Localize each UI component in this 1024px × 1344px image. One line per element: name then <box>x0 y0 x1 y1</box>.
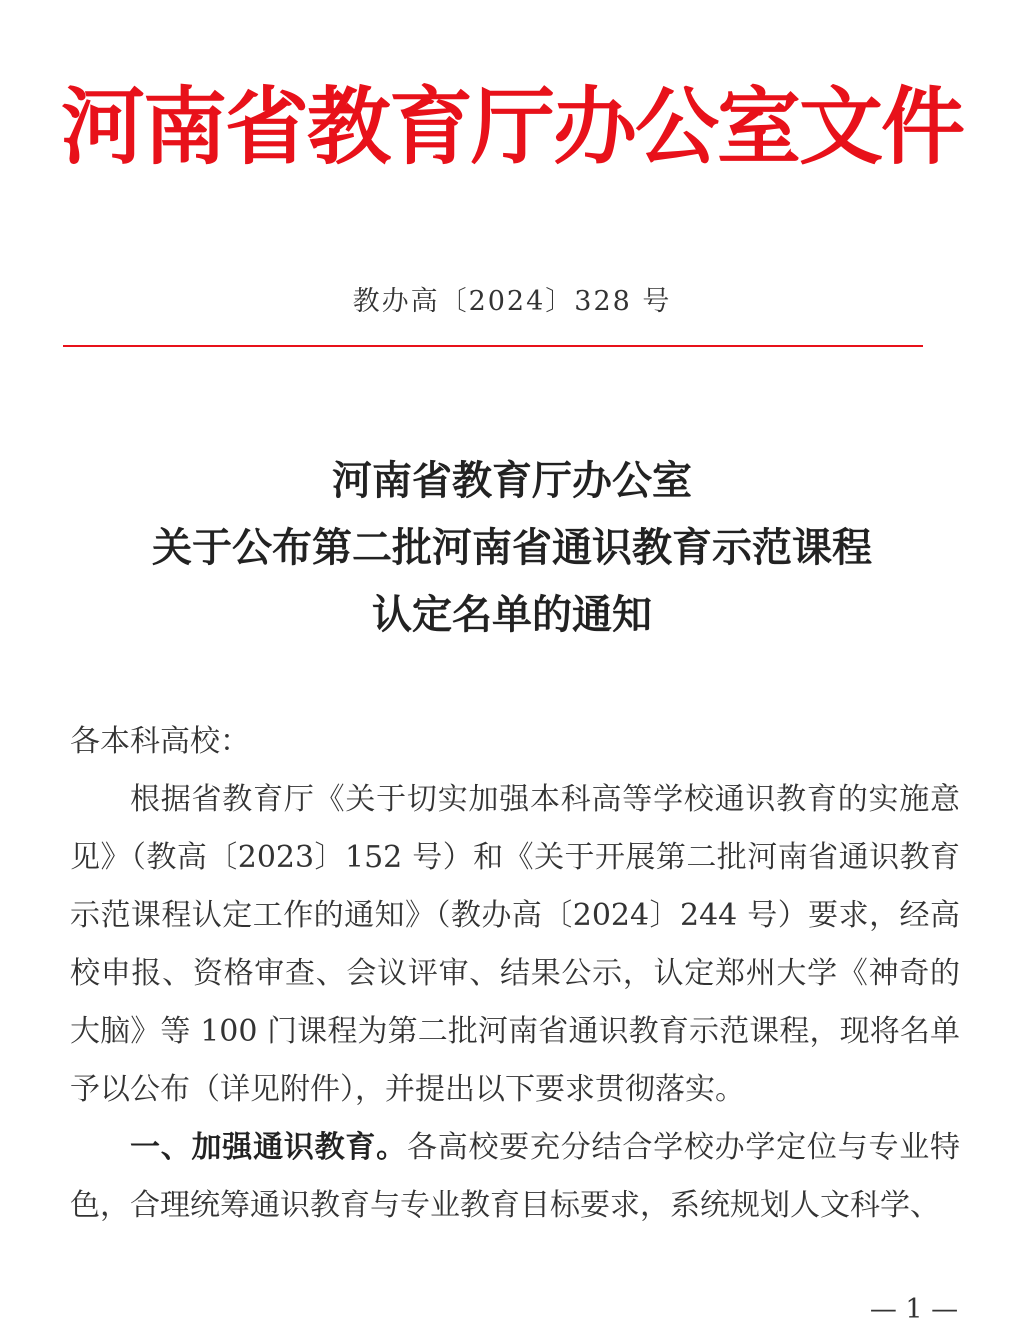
document-number: 教办高〔2024〕328 号 <box>352 286 672 317</box>
red-divider-line <box>63 345 923 347</box>
paragraph-1: 根据省教育厅《关于切实加强本科高等学校通识教育的实施意见》（教高〔2023〕152 号）和《关于开展第二批河南省通识教育示范课程认定工作的通知》（教办高〔2024〕244 号）要求，经高校申报、资格审查、会议评审、结果公示，认定郑州大学《神奇的大脑》等 100 门课程为第二批河南省通识教育示范课程，现将名单予以公布（详见附件），并提出以下要求贯彻落实。 <box>70 782 960 1107</box>
page-number: — 1 — <box>869 1294 959 1325</box>
title-line-1: 河南省教育厅办公室 <box>332 458 692 504</box>
title-line-3: 认定名单的通知 <box>372 592 652 638</box>
paragraph-2 <box>70 1119 960 1235</box>
notice-title <box>0 448 1024 649</box>
notice-body <box>70 713 960 1235</box>
paragraph-2-heading: 一、加强通识教育。 <box>130 1130 407 1165</box>
title-line-2: 关于公布第二批河南省通识教育示范课程 <box>152 525 872 571</box>
salutation: 各本科高校： <box>70 724 250 759</box>
paragraph-2-text: 各高校要充分结合学校办学定位与专业特色，合理统筹通识教育与专业教育目标要求，系统规划人文科学、 <box>70 1130 961 1223</box>
masthead-title: 河南省教育厅办公室文件 <box>60 77 963 176</box>
